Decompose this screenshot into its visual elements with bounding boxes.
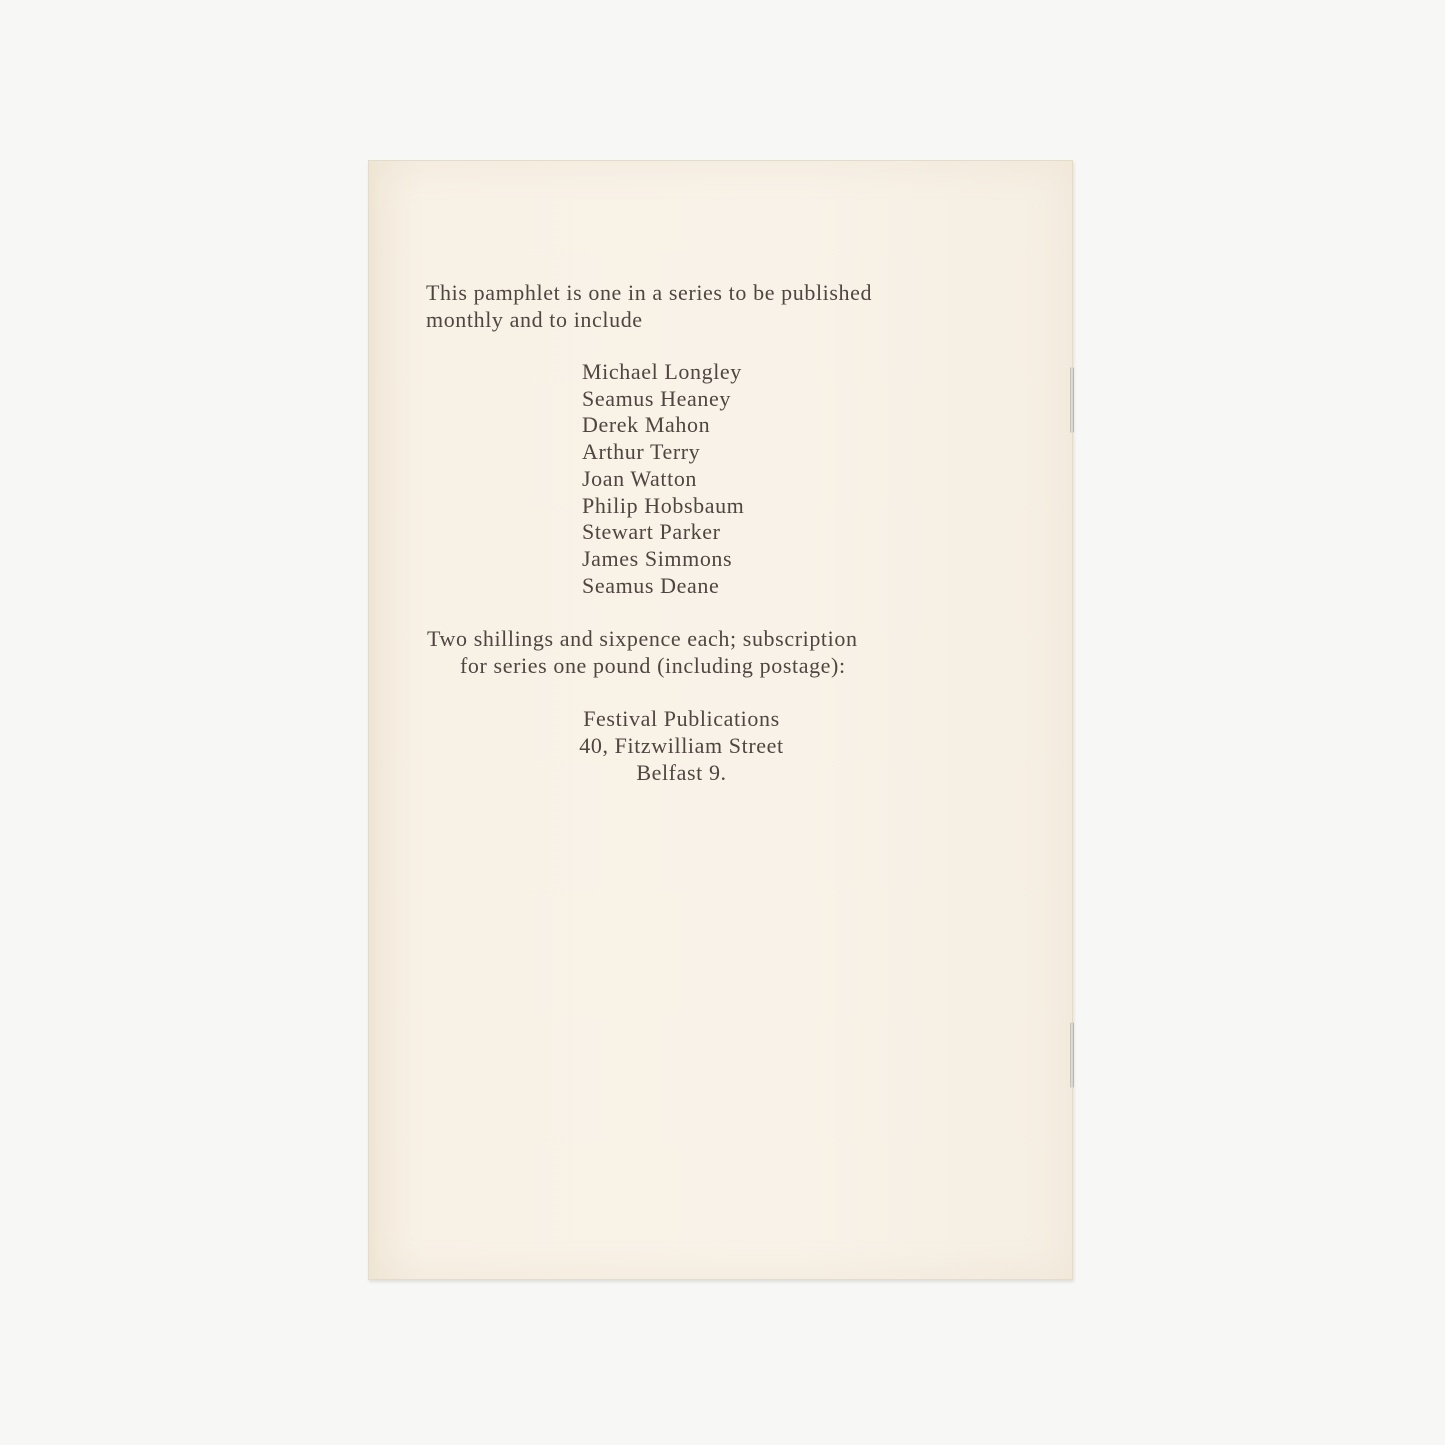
author-list	[582, 359, 744, 599]
author-name: Seamus Deane	[582, 572, 720, 598]
author-name: Michael Longley	[582, 359, 742, 384]
intro-line-1: This pamphlet is one in a series to be published	[426, 280, 873, 305]
publisher-city: Belfast 9.	[636, 760, 727, 785]
author-name: Joan Watton	[582, 465, 698, 491]
publisher-name: Festival Publications	[583, 706, 780, 731]
intro-paragraph	[426, 279, 872, 333]
publisher-street: 40, Fitzwilliam Street	[579, 733, 784, 758]
author-name: Stewart Parker	[582, 519, 721, 545]
author-name: Seamus Heaney	[582, 385, 731, 411]
author-name: Philip Hobsbaum	[582, 492, 745, 518]
author-name: Arthur Terry	[582, 439, 701, 465]
staple-bottom	[1070, 1022, 1074, 1088]
intro-line-2: monthly and to include	[426, 307, 643, 332]
price-paragraph	[427, 625, 1007, 679]
publisher-address	[519, 705, 844, 786]
author-name: James Simmons	[582, 545, 733, 571]
price-line-2: for series one pound (including postage):	[460, 653, 846, 678]
pamphlet-back-cover	[368, 160, 1073, 1280]
author-name: Derek Mahon	[582, 412, 711, 438]
price-line-1: Two shillings and sixpence each; subscription	[427, 626, 858, 651]
staple-top	[1070, 367, 1074, 433]
